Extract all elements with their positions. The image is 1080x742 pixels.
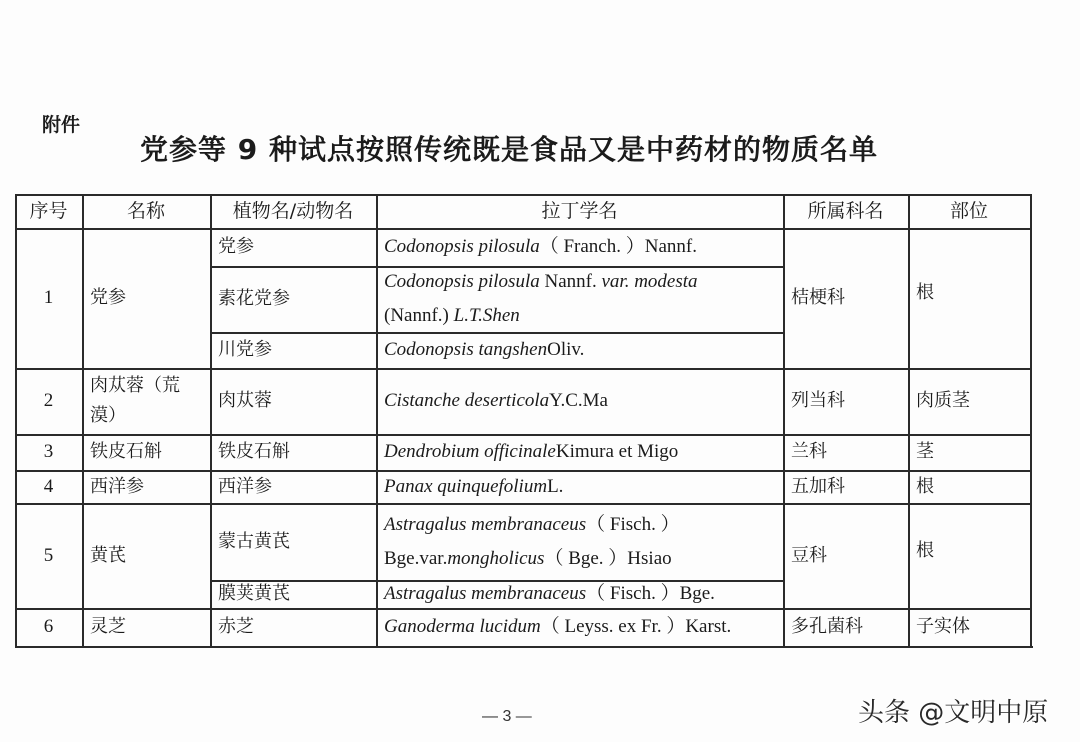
latin-name bbox=[376, 228, 783, 266]
family-name: 列当科 bbox=[791, 390, 845, 411]
plant-name: 川党参 bbox=[218, 339, 272, 360]
document-title: 党参等 9 种试点按照传统既是食品又是中药材的物质名单 bbox=[140, 133, 878, 166]
latin-author-italic: L.T.Shen bbox=[453, 305, 520, 326]
plant-name: 赤芝 bbox=[218, 616, 254, 637]
plant-name: 党参 bbox=[218, 236, 254, 257]
annex-label: 附件 bbox=[42, 114, 81, 136]
latin-author: （ Fisch. ） bbox=[586, 513, 680, 535]
substance-name: 铁皮石斛 bbox=[90, 441, 162, 462]
substance-name: 黄芪 bbox=[90, 544, 126, 566]
latin-genus-species: Dendrobium officinale bbox=[384, 441, 556, 462]
latin-name bbox=[376, 503, 783, 580]
latin-genus-species: Codonopsis pilosula bbox=[384, 271, 540, 292]
table-border-right bbox=[1030, 194, 1032, 647]
plant-part: 根 bbox=[916, 539, 934, 561]
latin-name bbox=[376, 368, 783, 434]
family-name: 五加科 bbox=[791, 475, 845, 497]
row-number: 6 bbox=[43, 616, 54, 637]
latin-name bbox=[376, 434, 783, 470]
plant-part: 子实体 bbox=[916, 616, 970, 637]
substance-name-line: 漠） bbox=[90, 405, 126, 426]
header-plant-animal-name: 植物名/动物名 bbox=[232, 200, 354, 222]
latin-genus-species: Astragalus membranaceus bbox=[384, 583, 587, 604]
plant-name: 素花党参 bbox=[218, 288, 290, 309]
plant-part: 根 bbox=[916, 282, 934, 303]
latin-variety: mongholicus bbox=[447, 547, 545, 569]
family-name: 豆科 bbox=[791, 544, 827, 566]
latin-name bbox=[376, 332, 783, 368]
latin-variety-prefix: Bge.var. bbox=[384, 547, 448, 569]
latin-genus-species: Codonopsis tangshen bbox=[384, 339, 548, 360]
latin-genus-species: Ganoderma lucidum bbox=[384, 616, 541, 637]
header-name: 名称 bbox=[126, 200, 165, 222]
latin-name bbox=[376, 608, 783, 646]
row-number: 3 bbox=[43, 441, 54, 462]
latin-author: （ Bge. ）Hsiao bbox=[544, 547, 672, 569]
substance-name bbox=[82, 368, 210, 434]
plant-name: 蒙古黄芪 bbox=[218, 530, 290, 552]
latin-genus-species: Panax quinquefolium bbox=[384, 475, 548, 497]
latin-author: （ Fisch. ）Bge. bbox=[586, 583, 715, 604]
plant-part: 茎 bbox=[916, 441, 934, 462]
latin-author: （ Leyss. ex Fr. ）Karst. bbox=[540, 616, 732, 637]
substance-name-line: 肉苁蓉（荒 bbox=[90, 375, 180, 396]
page-number: — 3 — bbox=[482, 708, 532, 725]
family-name: 桔梗科 bbox=[791, 287, 845, 308]
header-family: 所属科名 bbox=[807, 200, 884, 222]
watermark: 头条 @文明中原 bbox=[858, 698, 1049, 728]
latin-genus-species: Cistanche deserticola bbox=[384, 390, 550, 411]
plant-name: 西洋参 bbox=[218, 475, 272, 497]
family-name: 兰科 bbox=[791, 441, 827, 462]
plant-part: 根 bbox=[916, 475, 934, 497]
latin-genus-species: Codonopsis pilosula bbox=[384, 236, 540, 257]
plant-name: 铁皮石斛 bbox=[218, 441, 290, 462]
row-number: 4 bbox=[43, 475, 54, 497]
plant-name: 肉苁蓉 bbox=[218, 390, 272, 411]
header-part: 部位 bbox=[949, 200, 988, 222]
plant-name: 膜荚黄芪 bbox=[218, 583, 290, 604]
latin-author: Y.C.Ma bbox=[549, 390, 608, 411]
latin-author: (Nannf.) bbox=[384, 305, 454, 326]
latin-name bbox=[376, 580, 783, 608]
header-latin-name: 拉丁学名 bbox=[541, 200, 618, 222]
row-number: 5 bbox=[43, 544, 54, 566]
substance-name: 西洋参 bbox=[90, 475, 144, 497]
substance-name: 灵芝 bbox=[90, 616, 126, 637]
latin-author: Oliv. bbox=[547, 339, 585, 360]
family-name: 多孔菌科 bbox=[791, 616, 863, 637]
header-no: 序号 bbox=[29, 200, 68, 222]
latin-name bbox=[376, 266, 783, 332]
latin-author: （ Franch. ）Nannf. bbox=[539, 236, 697, 257]
latin-variety: var. modesta bbox=[601, 271, 698, 292]
latin-genus-species: Astragalus membranaceus bbox=[384, 513, 587, 535]
latin-name bbox=[376, 470, 783, 503]
latin-author: Nannf. bbox=[539, 271, 602, 292]
plant-part: 肉质茎 bbox=[916, 390, 970, 411]
row-number: 2 bbox=[43, 390, 54, 411]
latin-author: L. bbox=[547, 475, 564, 497]
row-number: 1 bbox=[43, 287, 54, 308]
latin-author: Kimura et Migo bbox=[555, 441, 679, 462]
table-border-bottom bbox=[15, 646, 1033, 648]
substance-name: 党参 bbox=[90, 287, 126, 308]
